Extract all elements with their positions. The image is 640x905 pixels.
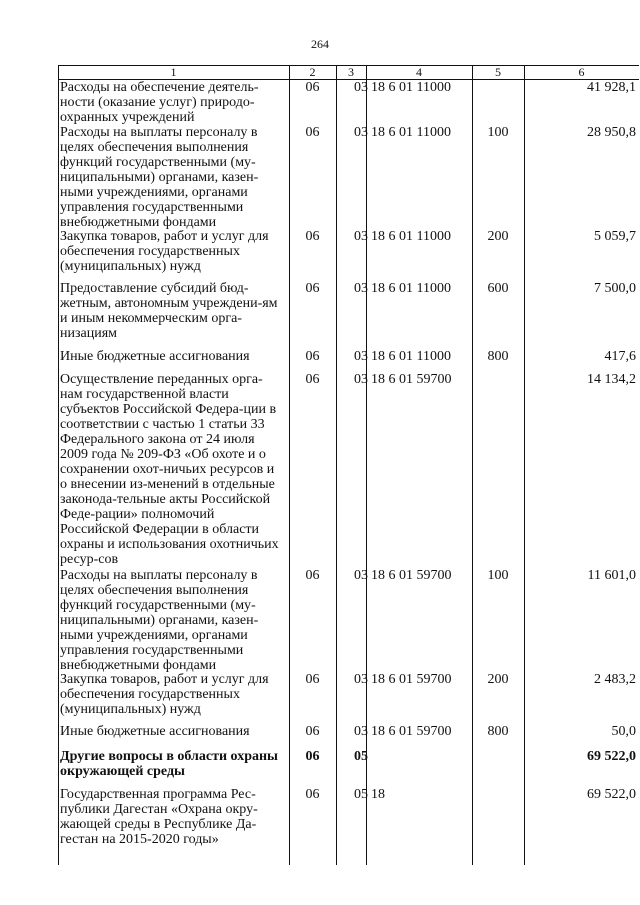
table-row — [58, 349, 639, 372]
table-row — [58, 787, 639, 855]
row-amount: 28 950,8 — [587, 125, 636, 140]
table-row — [58, 229, 639, 281]
header-col-3: 3 — [348, 65, 354, 79]
row-description: Государственная программа Рес-публики Дагестан «Охрана окру-жающей среды в Республике Да-гестан на 2015-2020 годы» — [60, 787, 258, 847]
row-description: Расходы на выплаты персоналу в целях обеспечения выполнения функций государственными (му-ниципальными) органами, казен-ными учреждениями, органами управления государственными внебюджетными фондами — [60, 568, 259, 673]
row-amount: 14 134,2 — [587, 372, 636, 387]
row-amount: 417,6 — [604, 349, 636, 364]
row-expense-type: 200 — [487, 229, 509, 244]
row-section: 06 — [305, 672, 320, 687]
row-description: Предоставление субсидий бюд-жетным, автономным учреждени-ям и иным некоммерческим орга-низациям — [60, 281, 278, 341]
row-subsection: 05 — [354, 749, 368, 764]
row-amount: 50,0 — [611, 724, 636, 739]
row-amount: 7 500,0 — [594, 281, 636, 296]
row-description: Расходы на обеспечение деятель-ности (оказание услуг) природо-охранных учреждений — [60, 80, 259, 125]
table-header — [58, 66, 639, 80]
row-subsection: 03 — [354, 80, 368, 95]
row-section: 06 — [305, 749, 320, 764]
row-subsection: 03 — [354, 349, 368, 364]
row-description: Осуществление переданных орга-нам государственной власти субъектов Российской Федера-ции в соответствии с частью 1 статьи 33 Федерального закона от 24 июля 2009 года № 209-ФЗ «Об охоте и о сохранении охот-ничьих ресурсов и о внесении из-менений в отдельные законода-тельные акты Российской Феде-рации» полномочий Российской Федерации в области охраны и использования охотничьих ресур-сов — [60, 372, 279, 567]
row-target-code: 18 6 01 59700 — [371, 568, 452, 583]
row-expense-type: 100 — [487, 568, 509, 583]
row-section: 06 — [305, 372, 320, 387]
row-description: Иные бюджетные ассигнования — [60, 349, 250, 364]
row-section: 06 — [305, 281, 320, 296]
row-section: 06 — [305, 349, 320, 364]
table-row — [58, 80, 639, 125]
header-col-5: 5 — [495, 65, 501, 79]
header-col-1: 1 — [170, 65, 177, 79]
row-amount: 69 522,0 — [587, 749, 636, 764]
row-expense-type: 800 — [487, 349, 509, 364]
row-expense-type: 100 — [487, 125, 509, 140]
row-target-code: 18 — [371, 787, 385, 802]
row-expense-type: 800 — [487, 724, 509, 739]
row-subsection: 03 — [354, 281, 368, 296]
page-number: 264 — [311, 37, 329, 51]
row-subsection: 03 — [354, 372, 368, 387]
row-subsection: 03 — [354, 724, 368, 739]
table-row — [58, 372, 639, 568]
table-row — [58, 672, 639, 724]
row-target-code: 18 6 01 11000 — [371, 125, 451, 140]
table-row — [58, 749, 639, 787]
row-amount: 5 059,7 — [594, 229, 636, 244]
row-description: Закупка товаров, работ и услуг для обеспечения государственных (муниципальных) нужд — [60, 229, 269, 274]
row-description: Закупка товаров, работ и услуг для обеспечения государственных (муниципальных) нужд — [60, 672, 269, 717]
row-section: 06 — [305, 125, 320, 140]
row-target-code: 18 6 01 11000 — [371, 281, 451, 296]
row-description: Иные бюджетные ассигнования — [60, 724, 250, 739]
row-target-code: 18 6 01 11000 — [371, 80, 451, 95]
row-subsection: 03 — [354, 672, 368, 687]
row-description: Расходы на выплаты персоналу в целях обеспечения выполнения функций государственными (му-ниципальными) органами, казен-ными учреждениями, органами управления государственными внебюджетными фондами — [60, 125, 259, 230]
row-section: 06 — [305, 568, 320, 583]
table-row — [58, 724, 639, 749]
row-description: Другие вопросы в области охраны окружающей среды — [60, 749, 278, 779]
row-target-code: 18 6 01 11000 — [371, 229, 451, 244]
row-target-code: 18 6 01 11000 — [371, 349, 451, 364]
row-section: 06 — [305, 80, 320, 95]
row-amount: 41 928,1 — [587, 80, 636, 95]
table-row — [58, 281, 639, 349]
table-body — [58, 80, 639, 855]
row-subsection: 03 — [354, 568, 368, 583]
row-section: 06 — [305, 787, 320, 802]
row-section: 06 — [305, 724, 320, 739]
row-amount: 2 483,2 — [594, 672, 636, 687]
row-expense-type: 600 — [487, 281, 509, 296]
header-col-2: 2 — [309, 65, 316, 79]
row-amount: 11 601,0 — [587, 568, 636, 583]
row-subsection: 03 — [354, 229, 368, 244]
row-target-code: 18 6 01 59700 — [371, 672, 452, 687]
row-subsection: 03 — [354, 125, 368, 140]
row-amount: 69 522,0 — [587, 787, 636, 802]
row-subsection: 05 — [354, 787, 368, 802]
row-target-code: 18 6 01 59700 — [371, 372, 452, 387]
row-expense-type: 200 — [487, 672, 509, 687]
table-row — [58, 568, 639, 672]
table-row — [58, 125, 639, 229]
header-col-4: 4 — [416, 65, 422, 79]
header-col-6: 6 — [578, 65, 585, 79]
row-section: 06 — [305, 229, 320, 244]
row-target-code: 18 6 01 59700 — [371, 724, 452, 739]
